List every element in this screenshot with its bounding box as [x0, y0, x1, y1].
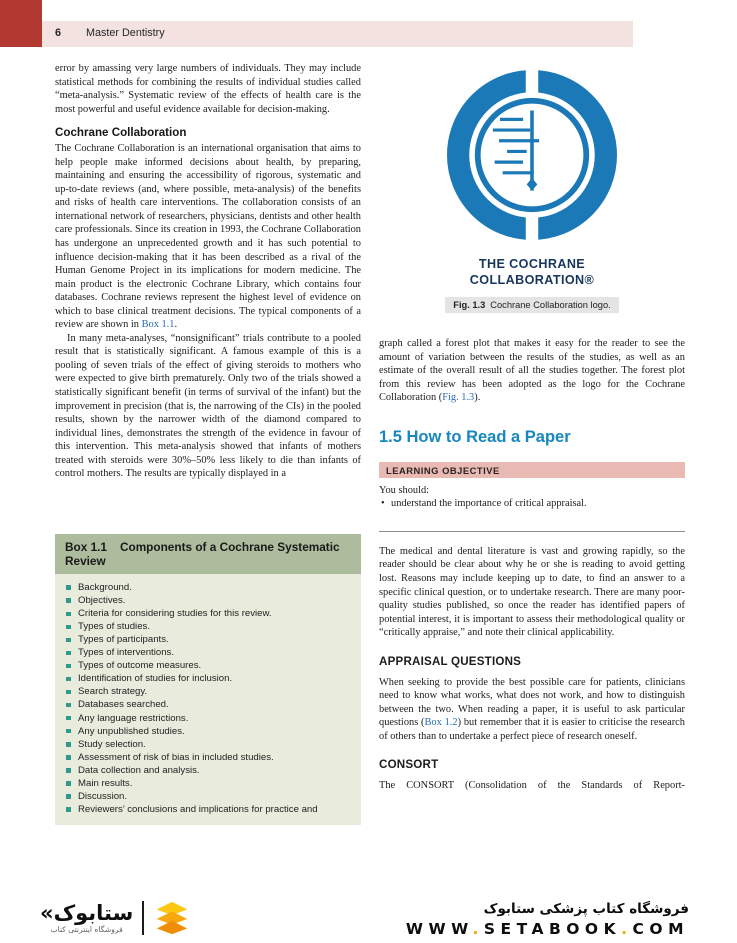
box-1-1-header	[55, 534, 361, 574]
footer-watermark	[0, 891, 737, 943]
figure-caption	[445, 297, 618, 313]
box-list-item: Identification of studies for inclusion.	[65, 672, 351, 685]
url-dot: .	[621, 920, 633, 938]
brand-name: ستابوک	[53, 901, 134, 925]
paragraph-cochrane-text: The Cochrane Collaboration is an international organisation that aims to help people make informed decisions about health, by preparing, maintaining and ensuring the accessibility of rigorous, systematic and up-to-date reviews (and, where possible, meta-analysis) of the benefits and risks of health care interventions. The collaboration consists of an international network of researchers, physicians, dentists and other health care professionals. Since its creation in 1993, the Cochrane Collaboration has undergone an unprecedented growth and it has such potential to influence decision-making that it has been described as a rival of the Human Genome Project in its implications for modern medicine. The main product is the electronic Cochrane Library, which contains four databases. Cochrane reviews represent the highest level of evidence on which to base clinical treatment decisions. The typical components of a review are shown in	[55, 143, 361, 331]
box-list-item: Any language restrictions.	[65, 712, 351, 725]
cochrane-logo-icon	[443, 64, 621, 246]
page-header	[55, 27, 165, 39]
footer-url-link[interactable]	[406, 920, 689, 938]
paragraph-cochrane	[55, 142, 361, 332]
brand-divider	[142, 901, 144, 935]
setabook-logo	[40, 900, 191, 936]
box-list-item: Discussion.	[65, 790, 351, 803]
box-list-item: Objectives.	[65, 594, 351, 607]
figure-cochrane-logo	[379, 62, 685, 313]
heading-consort: CONSORT	[379, 758, 439, 772]
paragraph-appraisal-end: ) but remember that it is easier to criticise the research of others than to undertake a perfect piece of research oneself.	[379, 717, 685, 742]
footer-site-info	[406, 901, 689, 938]
brand-chevron-icon: «	[40, 901, 54, 925]
paragraph-meta-analysis-intro: error by amassing very large numbers of individuals. They may include statistical methods for combining the results of individual studies called “meta-analysis.” Systematic review of the effects of health care is the most powerful and useful evidence available for decision-making.	[55, 63, 361, 115]
learning-objective-intro: You should:	[379, 484, 430, 496]
paragraph-forest-plot	[379, 337, 685, 405]
box-list-item: Types of interventions.	[65, 646, 351, 659]
paragraph-meta-analyses: In many meta-analyses, “nonsignificant” trials contribute to a pooled result that is statistically significant. A famous example of this is a pooling of seven trials of the effect of giving steroids to mothers who were expected to give birth prematurely. Only two of the trials showed a statistically significant benefit (in terms of survival of the infant) but the improvement in precision (that is, the narrowing of the CIs) in the pooled results, shown by the narrower width of the diamond compared to individual lines, demonstrates the strength of the evidence in favour of this intervention. This meta-analysis showed that infants of mothers treated with steroids were 30%–50% less likely to die than infants of control mothers. The results are typically displayed in a	[55, 332, 361, 480]
page-number: 6	[55, 27, 62, 39]
box-1-1-title: Components of a Cochrane Systematic Review	[65, 539, 340, 569]
box-list-item: Databases searched.	[65, 698, 351, 711]
section-heading-how-to-read: 1.5 How to Read a Paper	[379, 427, 571, 446]
box-list-item: Any unpublished studies.	[65, 725, 351, 738]
setabook-brand-subtext: فروشگاه اینترنتی کتاب	[50, 925, 123, 934]
setabook-brand-block	[40, 902, 133, 934]
url-tld: COM	[632, 920, 689, 938]
running-title: Master Dentistry	[86, 27, 165, 39]
figure-caption-label: Fig. 1.3	[453, 300, 486, 310]
paragraph-forest-text: graph called a forest plot that makes it easy for the reader to see the amount of variation between the results of the studies, as well as an estimate of the overall result of all the studies together. The forest plot from this review has been adopted as the logo for the Cochrane Collaboration (	[379, 338, 685, 404]
box-1-1	[55, 534, 361, 825]
learning-objective-body	[379, 478, 685, 532]
figure-caption-text: Cochrane Collaboration logo.	[490, 300, 611, 310]
box-list-item: Study selection.	[65, 738, 351, 751]
cochrane-wordmark-line2: COLLABORATION®	[469, 272, 595, 287]
paragraph-consort: The CONSORT (Consolidation of the Standards of Report-	[379, 780, 685, 792]
footer-persian-title: فروشگاه کتاب پزشکی ستابوک	[483, 901, 689, 917]
url-domain: SETABOOK	[483, 920, 622, 938]
box-list-item: Data collection and analysis.	[65, 764, 351, 777]
box-list-item: Reviewers’ conclusions and implications for practice and	[65, 803, 351, 816]
fig-1-3-link[interactable]: Fig. 1.3	[442, 392, 475, 404]
box-list-item: Assessment of risk of bias in included studies.	[65, 751, 351, 764]
setabook-brand-text	[40, 902, 133, 924]
cochrane-logo-wordmark	[379, 257, 685, 288]
content-columns	[55, 62, 685, 825]
box-list-item: Types of participants.	[65, 633, 351, 646]
paragraph-cochrane-end: .	[174, 319, 178, 331]
box-list-item: Main results.	[65, 777, 351, 790]
heading-cochrane-collaboration: Cochrane Collaboration	[55, 126, 187, 140]
learning-objective-title: LEARNING OBJECTIVE	[379, 462, 685, 478]
url-dot: .	[472, 920, 484, 938]
box-1-1-link[interactable]: Box 1.1	[141, 319, 175, 331]
paragraph-literature: The medical and dental literature is vast and growing rapidly, so the reader should be clear about why he or she is reading to avoid getting lost. Reasons may include keeping up to date, to find an answer to a specific clinical question, or to undertake research. There are many poor-quality studies published, so once the reader has identified papers of potential interest, it is important to assess their methodological quality or “critically appraise,” and note their clinical applicability.	[379, 545, 685, 639]
box-list-item: Types of outcome measures.	[65, 659, 351, 672]
left-column	[55, 62, 361, 825]
paragraph-forest-end: ).	[474, 392, 481, 404]
right-column	[379, 62, 685, 825]
box-1-1-body	[55, 574, 361, 825]
learning-objective-box	[379, 462, 685, 532]
setabook-stack-icon	[153, 900, 191, 936]
paragraph-appraisal	[379, 676, 685, 744]
header-accent-square	[0, 0, 42, 47]
url-www: WWW	[405, 920, 473, 938]
box-list-item: Criteria for considering studies for this review.	[65, 607, 351, 620]
box-1-1-label: Box 1.1	[65, 539, 107, 554]
box-list-item: Types of studies.	[65, 620, 351, 633]
cochrane-wordmark-line1: THE COCHRANE	[478, 257, 586, 271]
learning-objective-bullet: • understand the importance of critical appraisal.	[379, 497, 685, 511]
box-list-item: Background.	[65, 581, 351, 594]
paragraph-appraisal-text: When seeking to provide the best possible care for patients, clinicians need to know what works, what does not work, and how to distinguish between the two. When reading a paper, it is useful to ask particular questions (	[379, 676, 685, 729]
heading-appraisal-questions: APPRAISAL QUESTIONS	[379, 654, 522, 668]
box-list-item: Search strategy.	[65, 685, 351, 698]
box-1-2-link[interactable]: Box 1.2	[424, 717, 458, 729]
